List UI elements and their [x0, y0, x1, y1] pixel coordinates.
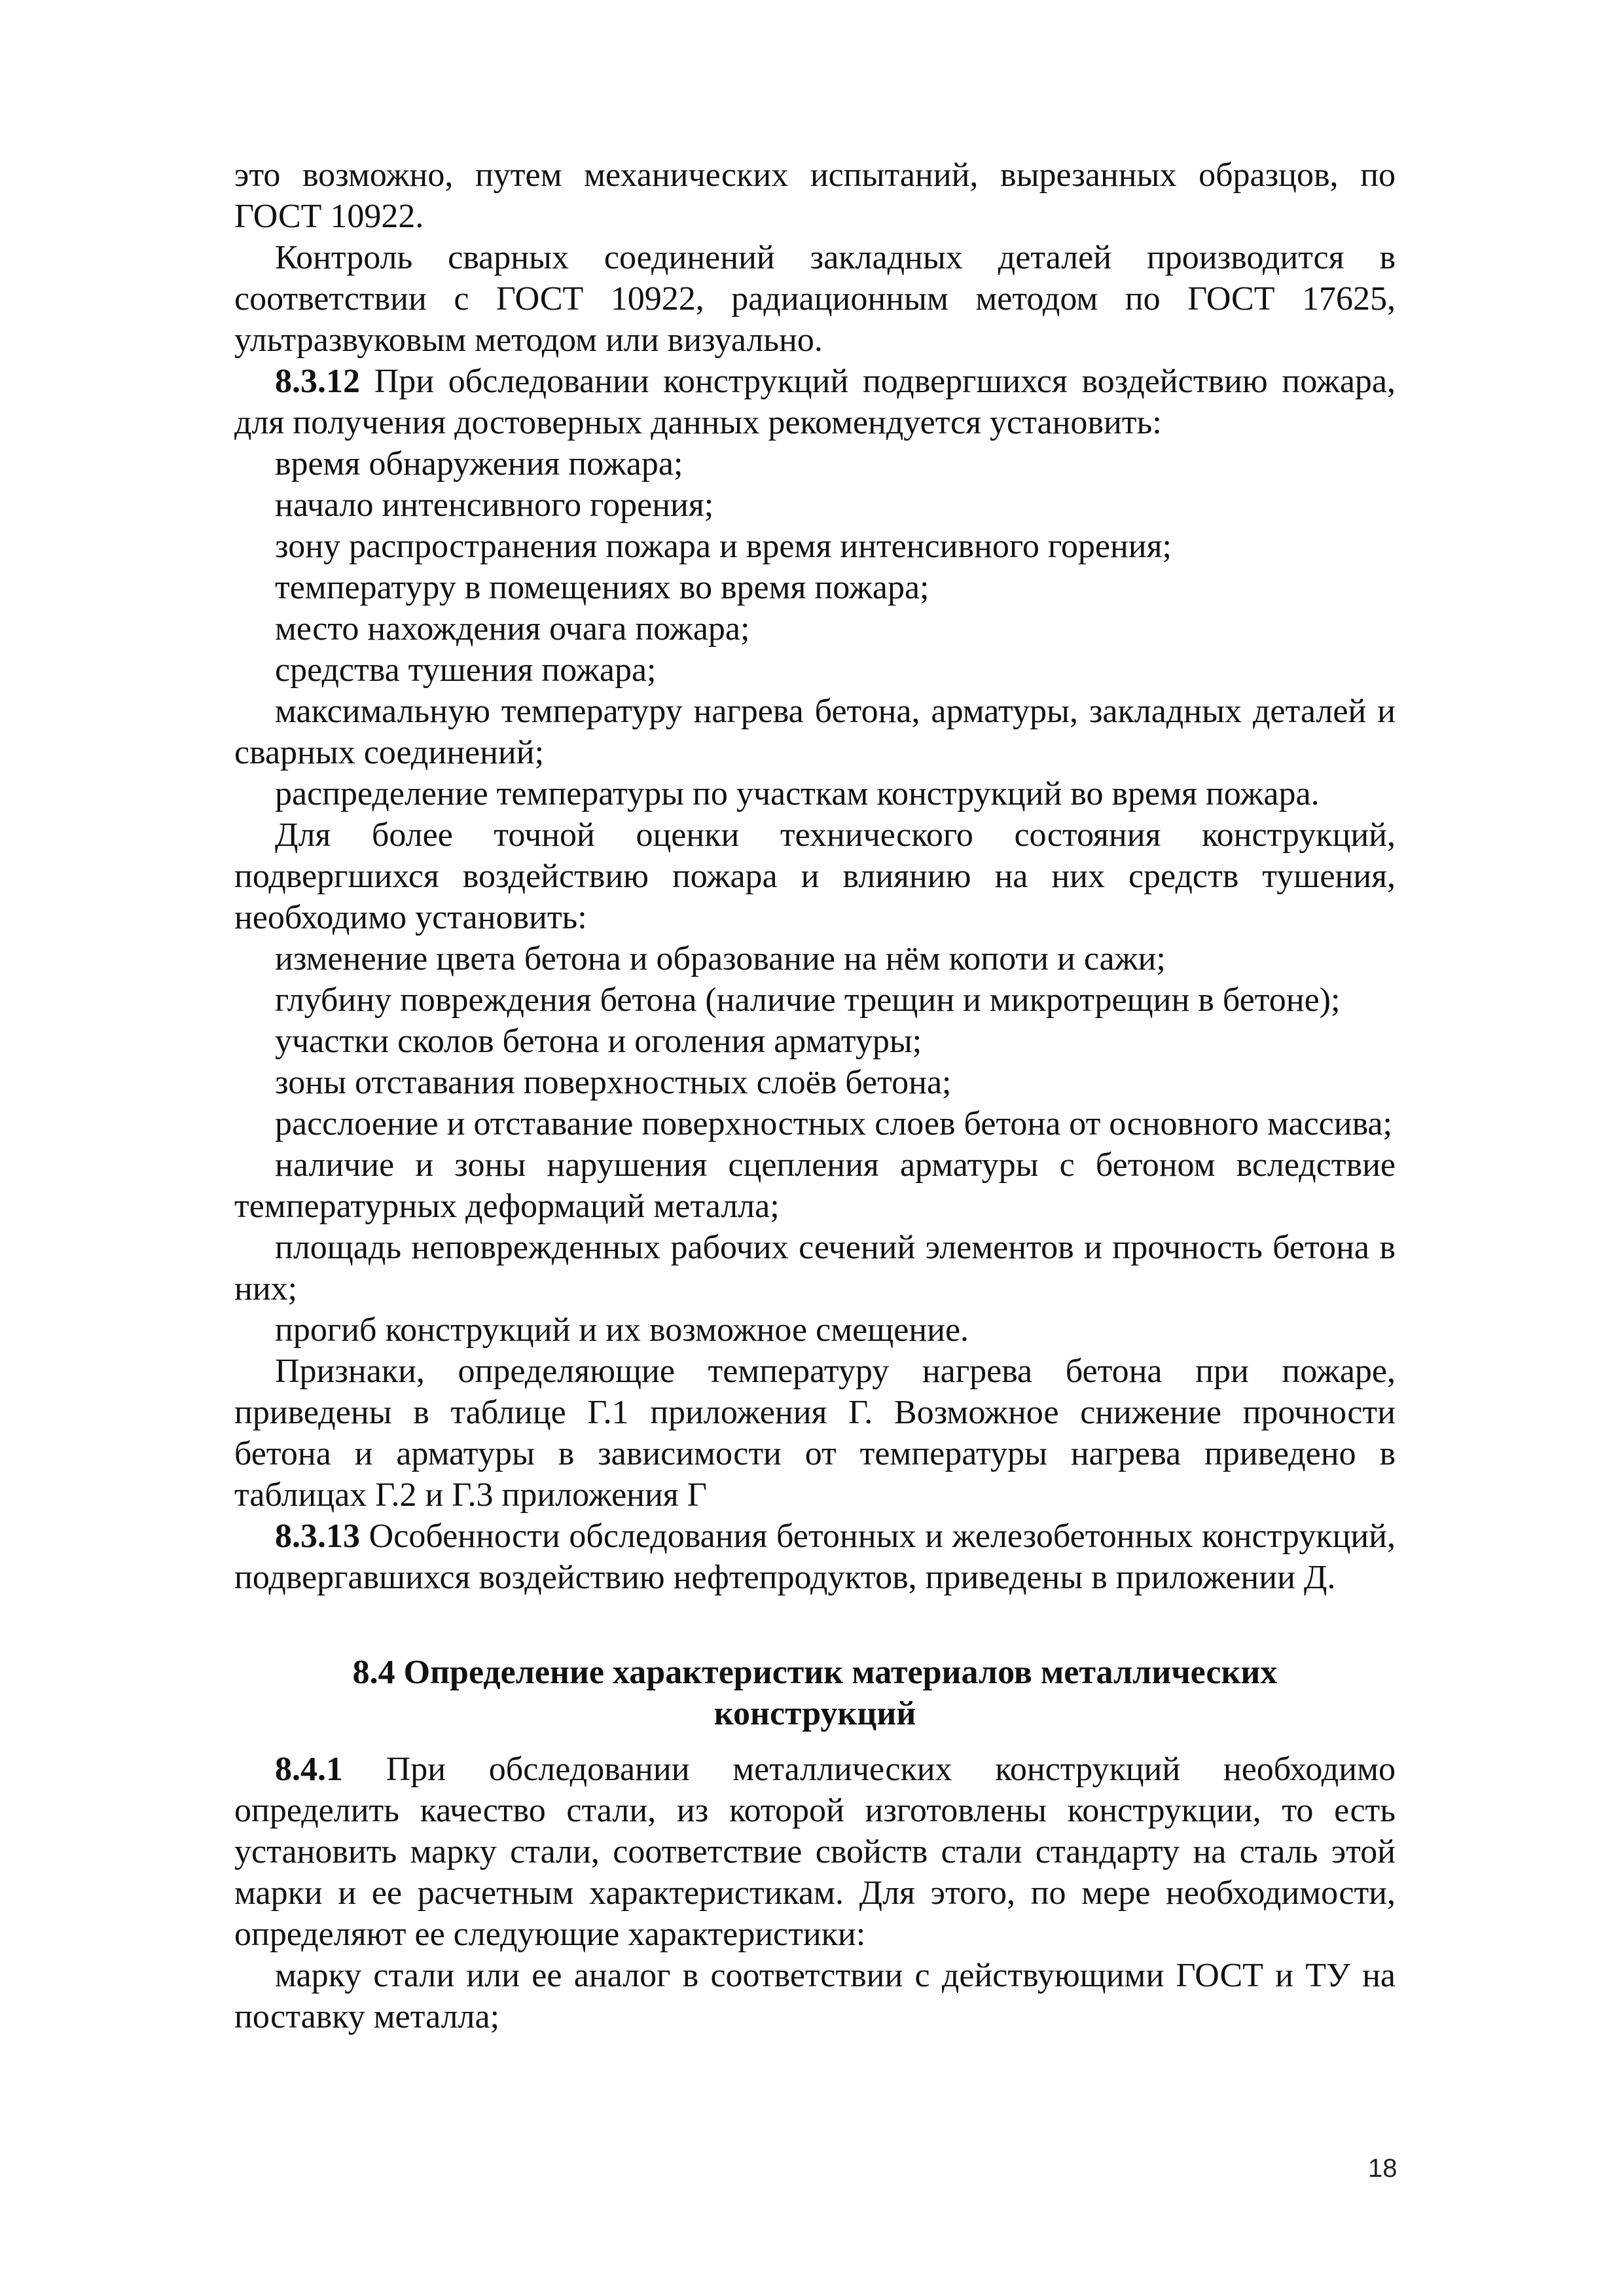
heading-line: 8.4 Определение характеристик материалов металлических — [352, 1654, 1278, 1691]
list-item: время обнаружения пожара; — [275, 445, 683, 483]
section-heading — [234, 1652, 1396, 1734]
clause-text: При обследовании металлических конструкций необходимо определить качество стали, из которой изготовлены конструкции, то есть установить марку стали, соответствие свойств стали стандарту на сталь этой марки и ее расчетным характеристикам. Для этого, по мере необходимости, определяют ее следующие характеристики: — [234, 1751, 1396, 1953]
list-item: распределение температуры по участкам конструкций во время пожара. — [275, 775, 1320, 812]
list-item: место нахождения очага пожара; — [275, 610, 750, 647]
paragraph: Для более точной оценки технического состояния конструкций, подвергшихся воздействию пожара и влиянию на них средств тушения, необходимо установить: — [234, 816, 1396, 936]
numbered-paragraph — [234, 361, 1396, 443]
clause-text: При обследовании конструкций подвергшихся воздействию пожара, для получения достоверных данных рекомендуется установить: — [234, 363, 1396, 441]
clause-number: 8.4.1 — [275, 1751, 343, 1788]
list-item: начало интенсивного горения; — [275, 486, 714, 524]
clause-text: Особенности обследования бетонных и железобетонных конструкций, подвергавшихся воздействию нефтепродуктов, приведены в приложении Д. — [234, 1518, 1396, 1596]
paragraph: Контроль сварных соединений закладных деталей производится в соответствии с ГОСТ 10922, радиационным методом по ГОСТ 17625, ультразвуковым методом или визуально. — [234, 239, 1396, 359]
list-item: площадь неповрежденных рабочих сечений элементов и прочность бетона в них; — [234, 1229, 1396, 1307]
paragraph: Признаки, определяющие температуру нагрева бетона при пожаре, приведены в таблице Г.1 приложения Г. Возможное снижение прочности бетона и арматуры в зависимости от температуры нагрева приведено в таблицах Г.2 и Г.3 приложения Г — [234, 1353, 1396, 1514]
numbered-paragraph — [234, 1516, 1396, 1598]
list-item: температуру в помещениях во время пожара; — [275, 569, 929, 606]
list-item: наличие и зоны нарушения сцепления арматуры с бетоном вследствие температурных деформаций металла; — [234, 1146, 1396, 1225]
list-item: участки сколов бетона и оголения арматуры; — [275, 1023, 922, 1060]
list-item: марку стали или ее аналог в соответствии с действующими ГОСТ и ТУ на поставку металла; — [234, 1957, 1396, 2035]
list-item: зоны отставания поверхностных слоёв бетона; — [275, 1064, 952, 1101]
page-number: 18 — [1368, 2154, 1398, 2183]
list-item: прогиб конструкций и их возможное смещение. — [275, 1311, 969, 1349]
list-item: зону распространения пожара и время интенсивного горения; — [275, 528, 1172, 565]
list-item: расслоение и отставание поверхностных слоев бетона от основного массива; — [275, 1105, 1392, 1142]
clause-number: 8.3.12 — [275, 363, 360, 400]
list-item: средства тушения пожара; — [275, 651, 657, 689]
document-body — [234, 155, 1396, 2037]
paragraph: это возможно, путем механических испытаний, вырезанных образцов, по ГОСТ 10922. — [234, 156, 1396, 235]
list-item: максимальную температуру нагрева бетона, арматуры, закладных деталей и сварных соединений; — [234, 693, 1396, 771]
heading-line: конструкций — [713, 1695, 916, 1732]
list-item: изменение цвета бетона и образование на нём копоти и сажи; — [275, 940, 1166, 977]
numbered-paragraph — [234, 1749, 1396, 1955]
clause-number: 8.3.13 — [275, 1518, 360, 1555]
list-item: глубину повреждения бетона (наличие трещин и микротрещин в бетоне); — [275, 981, 1341, 1019]
